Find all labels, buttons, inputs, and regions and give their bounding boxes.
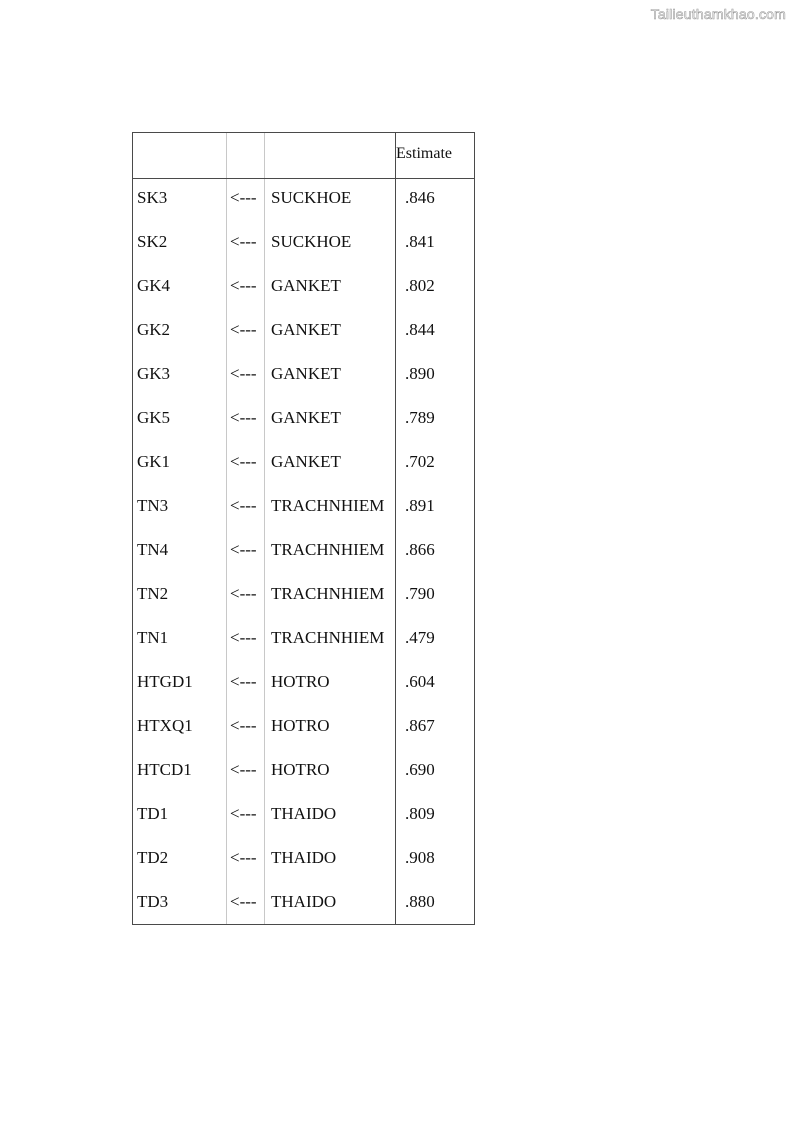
observed-variable-cell: GK4	[137, 276, 171, 295]
observed-variable-cell: HTXQ1	[137, 716, 193, 735]
watermark-text: Tailieuthamkhao.com	[650, 6, 786, 22]
table-row	[133, 795, 474, 839]
latent-factor-cell: HOTRO	[271, 672, 330, 691]
latent-factor-cell: GANKET	[271, 408, 341, 427]
table-row	[133, 179, 474, 223]
arrow-cell: <---	[230, 892, 257, 911]
table-row	[133, 663, 474, 707]
estimate-cell: .908	[405, 848, 435, 867]
observed-variable-cell: TN1	[137, 628, 169, 647]
observed-variable-cell: TD3	[137, 892, 169, 911]
table-row	[133, 355, 474, 399]
arrow-cell: <---	[230, 452, 257, 471]
estimate-cell: .809	[405, 804, 435, 823]
table-header-row	[133, 133, 474, 179]
arrow-cell: <---	[230, 540, 257, 559]
latent-factor-cell: GANKET	[271, 320, 341, 339]
observed-variable-cell: TN2	[137, 584, 169, 603]
table-row	[133, 487, 474, 531]
latent-factor-cell: SUCKHOE	[271, 188, 352, 207]
observed-variable-cell: SK3	[137, 188, 168, 207]
observed-variable-cell: SK2	[137, 232, 168, 251]
estimate-cell: .880	[405, 892, 435, 911]
estimate-cell: .702	[405, 452, 435, 471]
estimate-cell: .844	[405, 320, 435, 339]
table-row	[133, 839, 474, 883]
estimate-cell: .867	[405, 716, 435, 735]
observed-variable-cell: TN3	[137, 496, 169, 515]
table-row	[133, 399, 474, 443]
table-row	[133, 883, 474, 927]
arrow-cell: <---	[230, 364, 257, 383]
table-row	[133, 267, 474, 311]
table-row	[133, 751, 474, 795]
table-row	[133, 223, 474, 267]
arrow-cell: <---	[230, 408, 257, 427]
latent-factor-cell: TRACHNHIEM	[271, 584, 385, 603]
observed-variable-cell: TD1	[137, 804, 169, 823]
estimate-cell: .846	[405, 188, 435, 207]
latent-factor-cell: THAIDO	[271, 892, 337, 911]
arrow-cell: <---	[230, 628, 257, 647]
observed-variable-cell: HTCD1	[137, 760, 192, 779]
estimate-cell: .802	[405, 276, 435, 295]
latent-factor-cell: THAIDO	[271, 804, 337, 823]
arrow-cell: <---	[230, 276, 257, 295]
estimate-cell: .866	[405, 540, 435, 559]
latent-factor-cell: GANKET	[271, 276, 341, 295]
arrow-cell: <---	[230, 760, 257, 779]
table-row	[133, 311, 474, 355]
latent-factor-cell: TRACHNHIEM	[271, 628, 385, 647]
arrow-cell: <---	[230, 232, 257, 251]
table-body	[133, 179, 474, 927]
observed-variable-cell: GK3	[137, 364, 171, 383]
table-row	[133, 575, 474, 619]
latent-factor-cell: TRACHNHIEM	[271, 496, 385, 515]
estimate-cell: .479	[405, 628, 435, 647]
estimate-cell: .789	[405, 408, 435, 427]
latent-factor-cell: HOTRO	[271, 716, 330, 735]
arrow-cell: <---	[230, 672, 257, 691]
estimate-header: Estimate	[396, 145, 452, 162]
arrow-cell: <---	[230, 320, 257, 339]
observed-variable-cell: TN4	[137, 540, 169, 559]
estimate-cell: .790	[405, 584, 435, 603]
table-row	[133, 707, 474, 751]
arrow-cell: <---	[230, 584, 257, 603]
latent-factor-cell: TRACHNHIEM	[271, 540, 385, 559]
arrow-cell: <---	[230, 496, 257, 515]
estimate-cell: .891	[405, 496, 435, 515]
observed-variable-cell: TD2	[137, 848, 169, 867]
arrow-cell: <---	[230, 804, 257, 823]
estimate-cell: .841	[405, 232, 435, 251]
estimate-cell: .890	[405, 364, 435, 383]
observed-variable-cell: GK1	[137, 452, 171, 471]
observed-variable-cell: GK2	[137, 320, 171, 339]
table-row	[133, 531, 474, 575]
table-row	[133, 619, 474, 663]
regression-weights-table	[132, 132, 475, 925]
estimate-cell: .604	[405, 672, 435, 691]
arrow-cell: <---	[230, 848, 257, 867]
observed-variable-cell: HTGD1	[137, 672, 193, 691]
estimate-cell: .690	[405, 760, 435, 779]
latent-factor-cell: HOTRO	[271, 760, 330, 779]
latent-factor-cell: GANKET	[271, 364, 341, 383]
latent-factor-cell: SUCKHOE	[271, 232, 352, 251]
latent-factor-cell: THAIDO	[271, 848, 337, 867]
arrow-cell: <---	[230, 188, 257, 207]
latent-factor-cell: GANKET	[271, 452, 341, 471]
observed-variable-cell: GK5	[137, 408, 171, 427]
arrow-cell: <---	[230, 716, 257, 735]
table-row	[133, 443, 474, 487]
